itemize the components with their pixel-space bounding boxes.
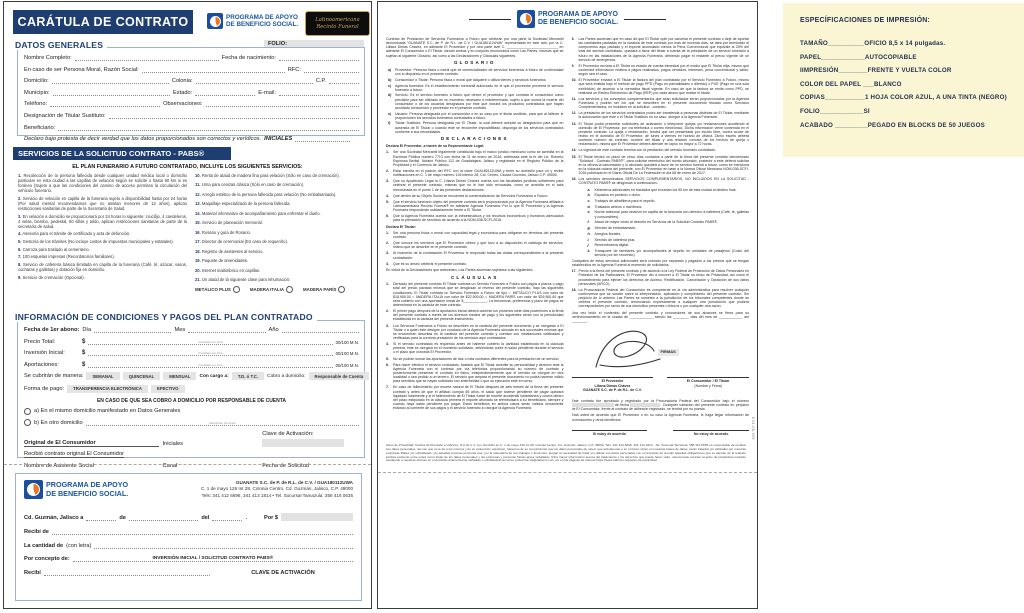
cantidad-letra-caption: Cantidad con letra <box>198 339 223 344</box>
coffin-option: METÁLICO PLUS <box>195 286 240 293</box>
clausula-item: 2. El primer pago después de la aportación inicial deberá cubrirse los próximos siete días posteriores a la firma del presente contrato a través de los diversos medios de pago y los siguientes serán con la periodicidad establecida en la carátula del presente instrumento. <box>386 309 564 322</box>
clave-activacion-label: CLAVE DE ACTIVACIÓN <box>251 570 315 577</box>
mes-line[interactable] <box>188 326 265 333</box>
brand-pabs-receipt <box>24 480 128 499</box>
glosario-item: f) Titular Sustituto: Persona designada por El Titular, la cual deberá aceptar su designación para que en ausencia de El Titular o cuando éste se encuentre imposibilitado, disponga de los servicios contratados conforme a sus necesidades. <box>388 121 564 134</box>
coffin-radio[interactable] <box>338 286 345 293</box>
declaracion-item: 6. Que la Agencia Funeraria cuenta con la infraestructura y los recursos económicos y humanos adecuados para la prestación de servicios de acuerdo a la NOM-036-SCFI-2016. <box>386 214 564 223</box>
label-aportaciones: Aportaciones: <box>24 361 59 368</box>
label-clave: Clave de Activación: <box>262 430 314 437</box>
after16-text: Cualquiera de estos servicios adicionales será cobrado por separado y pagados a los precios que se tengan establecidos en la Agencia Funeral al momento de solicitarlos. <box>571 258 749 267</box>
label-cantidad-de: La cantidad de <box>24 543 64 550</box>
clausula-item: 4. Si el servicio contratado es requerido antes de haberse cubierto la cantidad establecida en la cláusula primera, éste se otorgará en el momento solicitado, debiéndose cubrir el saldo pendiente durante el servicio o el plazo que conceda El Proveedor. <box>386 342 564 355</box>
privacy-notice: Aviso de Privacidad: Cultura de Previsión en México, S.A de C.V. con domicilio en C. 1 de mayo 126 Int 28, Colonia Centro, Cd. Guzmán, Jalisco, C.P. 49000, Tels: 341 412 6696, 341 413 1814 - Tel. Sucursal Tamazula: 358 416 0635 es responsable de recabar sus datos personales, del uso que se le dé a los mismos y de su protección; asimismo, hacemos de su conocimiento que los datos personales de usted, que actualmente o en el futuro obren en nuestras bases de datos, serán tratados y/o utilizados por nuestras empresas filiales y/o subsidiarias, y/o aquellas terceras personas que, por la naturaleza de sus trabajos o funciones, tengan la necesidad de tratar y/o utilizar sus datos personales con el propósito de cumplir aquellas obligaciones que se derivan de la relación jurídica existente entre usted como titular de los datos personales y las empresas y personas físicas antes señaladas. Para mayor información acerca del tratamiento y los derechos que puede hacer valer, usted puede acceder al aviso de privacidad completo acudiendo a nuestras oficinas en el domicilio anteriormente señalado o solicitándolo al correo proteccion.dp@pabsmx.com y/o en las páginas de internet https://www.pabsmx.org/aviso de privacidad <box>386 444 746 463</box>
declaracion-item: 1. Ser una Sociedad Mercantil legalmente constituida bajo el marco jurídico mexicano como se acredita en la Escritura Pública número 7713 con fecha de 11 de enero de 2018, celebrada ante la fe del Lic. Roberto Espinosa Bedial, Notario Público 112 de Guadalajara, Jalisco y registrada en el Registro Público de la Propiedad y el Comercio de Jalisco. <box>386 150 564 167</box>
payment-chip[interactable]: EFECTIVO <box>151 385 185 393</box>
clausulas-heading: CLÁUSULAS <box>450 274 499 280</box>
cantidad-line[interactable] <box>94 542 353 549</box>
label-por: Por $ <box>264 515 278 522</box>
label-ciudad: Cd. Guzmán, Jalisco a <box>24 515 84 522</box>
service-item: 3. En velación a domicilio se proporcionará por 24 horas lo siguiente: crucifijo, 4 candeleros, 4 velas, biombo, pedestal, 50 sillas y toldo, aplican restricciones sanitarias de parte de la secretaría de salud. <box>18 213 187 229</box>
inversion-line[interactable] <box>88 349 332 356</box>
brand-text: PROGRAMA DE APOYO DE BENEFICIO SOCIAL. <box>537 11 619 26</box>
label-cubriran: Se cubrirán de manera: <box>24 373 84 380</box>
recibi-de-line[interactable] <box>52 528 353 535</box>
clausula-item: 15. El Titular tendrá un plazo de cinco días contados a partir de la firma del presente contrato denominado "Solicitud - Contrato PABS®", para solicitar reembolso del monto abonado, posterior a este deberá solicitar en la oficina la cancelación y lo abonado quedará a favor de un servicio funeral a futuro, como se menciona en la cláusula octava del presente, con El Proveedor en base a la Norma Oficial Mexicana NOM-036-SCFI-2016 publicada en el Diario Oficial De La Federación el día 06 de enero de 2017. <box>571 154 749 176</box>
coffin-options <box>195 286 364 293</box>
cp-line[interactable] <box>329 77 359 84</box>
clausula-item: 18. La Procuraduría Federal del Consumidor es competente en la vía administrativa para resolver cualquier controversia que se suscite sobre la interpretación, aplicación y cumplimiento del presente contrato. Sin perjuicio de lo anterior Las Partes se someten a la jurisdicción de los tribunales competentes donde se celebra el presente contrato, renunciando expresamente a cualquier otra jurisdicción que pudiera corresponderles por razón de sus domicilios presentes o futuros o por cualquier otra razón. <box>571 287 749 309</box>
clave-activacion-box[interactable] <box>262 439 344 447</box>
label-telefono: Teléfono: <box>24 101 48 108</box>
option-b-label: b) En otro domicilio <box>34 419 83 426</box>
mn-label: 00/100 M.N. <box>335 351 359 357</box>
pabs-logo-icon <box>24 480 43 499</box>
declaracion-item: 5. Que el servicio funerario objeto del presente contrato será proporcionado por la Agencia Funeraria afiliada a Latinoamericana Recinto Funeral® en adelante Agencia Funeraria. Por lo que El Proveedor y la Agencia Funeraria responderán solidariamente frente a El Titular. <box>386 199 564 213</box>
print-specs-panel <box>783 3 1024 157</box>
label-cobro-domicilio: Cobro a domicilio: <box>267 373 306 379</box>
clausula-item: 16. Los servicios denominados SERVICIOS COMPLEMENTARIOS, NO INCLUIDOS EN LA SOLICITUD - CONTRATO PABS® se desglosan a continuación: <box>571 177 749 186</box>
clausula-item: 8. Las Partes acuerdan que en caso de que El Titular opte por cancelar el presente contrato o deje de aportar las cantidades pactadas en la carátula de este contrato por más de noventa días, se dará por terminado el compromiso aquí pactado y el importe acumulado menos la Pena Convencional que equivale al 20% del total del servicio contratado, quedará a favor del titular a cuenta de la prestación de un servicio funerario a futuro en las instalaciones de la Agencia Funeraria, debiendo pagar el restante al precio vigente de un servicio de emergencia. <box>571 37 749 62</box>
rfc-line[interactable] <box>304 66 359 73</box>
service-item: 8. Servicio de cafetería básica ilimitada en capilla de la funeraria (Café, té, azúcar, vasos, cucharas y galletas) y dotación fija en domicilio. <box>18 262 187 273</box>
glosario-item: c) Agencia funeraria: Es el establecimiento mercantil autorizado en el que el proveedor proveerá el servicio funerario a futuro. <box>388 83 564 92</box>
service-item: 9. Servicio de cremación (Opcional). <box>18 274 85 280</box>
glosario-item: a) Proveedor: Persona física o moral que es comercializador de servicios funerarios a futuro de conformidad con lo dispuesto en el presente contrato. <box>388 67 564 77</box>
pabs-logo-icon <box>207 13 223 29</box>
header-rule-left <box>469 19 511 20</box>
telefono-line[interactable] <box>50 100 160 107</box>
service-item: 19. Paquete de amenidades. <box>195 258 248 264</box>
servicios-col-right <box>195 173 364 311</box>
tear-line <box>4 464 371 465</box>
spec-row: IIMPRESIÓN________FRENTE Y VUELTA COLOR <box>800 67 952 75</box>
label-municipio: Municipio: <box>24 89 50 96</box>
servicios-heading: SERVICIOS DE LA SOLICITUD CONTRATO - PABS® <box>13 147 231 160</box>
pagos-heading: INFORMACIÓN DE CONDICIONES Y PAGOS DEL PLAN CONTRATADO <box>15 312 317 322</box>
municipio-line[interactable] <box>53 89 170 96</box>
peso-sign: $ <box>82 350 86 357</box>
label-observaciones: Observaciones: <box>163 101 203 108</box>
service-item: 15. Servicio de planeación memorial. <box>195 220 263 226</box>
manifestar-caption: Manifestar domicilio <box>209 421 236 426</box>
declaracion-item: 3. Que su Apoderado Legal la C. Liliana Dimas Chávez cuenta con las facultades jurídicas suficientes para celebrar el presente contrato, mismas que no le han sido revocadas, como se acredita en el acta mencionada en el punto 1 de las presentes declaraciones. <box>386 179 564 192</box>
spec-row: COLOR DEL PAPEL ___BLANCO <box>800 80 902 88</box>
titular-sustituto-line[interactable] <box>109 112 359 119</box>
service-item: 18. Registro de asistentes al servicio. <box>195 248 264 254</box>
contract-intro: Contrato de Prestación de Servicios Funerarios a Futuro que celebran por una parte la Sociedad Mercantil denominada "GUANATE S.C. de P. de R.L. de C.V. / GUA180112UWA" representada en este acto por la C. Liliana Dimas Chávez, en adelante El Proveedor y por otra parte la/el C. __________________________ en adelante El Consumidor o El Titular, siendo ambos y en conjunto reconocidos como Las Partes, mismos que se sujetan al siguiente Glosario, así como a las Declaraciones y Cláusulas siguientes. <box>386 37 564 58</box>
servicio-complementario-item: a. Kilómetros adicionales en traslados que excedan los 50 km de esta ciudad al destino final. <box>587 187 737 192</box>
service-item: 6. Carroza para traslado al cementerio. <box>18 246 90 252</box>
clave-activacion-wrap <box>262 431 359 447</box>
mes-recibo-line[interactable] <box>129 514 198 521</box>
frequency-chip[interactable]: SEMANAL <box>86 372 119 380</box>
payment-chip[interactable]: TRANSFERENCIA ELECTRÓNICA <box>67 385 148 393</box>
clausula-item: 14. La vigencia de este contrato termina con la prestación del servicio funerario contratado. <box>571 148 716 153</box>
label-rfc: RFC: <box>287 66 301 73</box>
datos-generales-heading: DATOS GENERALES <box>15 40 107 50</box>
frequency-chip[interactable]: QUINCENAL <box>123 372 161 380</box>
service-item: 12. Arreglo estético de la persona fallecida para velación (No embalsamado). <box>195 191 337 197</box>
clausula-item: 10. El Proveedor enviará a El Titular la factura del plan contratado por el Servicio Funerario a Futuro, mismo que será emitida bajo el método de pago PPD (Pago en parcialidades o diferido) o PUE (Pago en una sola exhibición) de acuerdo a la normativa fiscal vigente. En caso de que la factura se emita como PPD, se realizará un Recibo Electrónico de Pago (REP) por cada abono que realice el titular. <box>571 78 749 95</box>
recibi-line[interactable] <box>44 569 210 576</box>
monto-box[interactable] <box>281 513 353 521</box>
label-mes: Mes <box>174 327 186 333</box>
clausula-item: 17. Previo a la firma del presente contrato y de acuerdo a la Ley Federal de Protección de Datos Personales en Posesión de los Particulares, El Proveedor dio a conocer a El Titular su Aviso de Privacidad, así como el procedimiento para ejercer los derechos de Acceso, Rectificación, Cancelación y Oposición de sus datos personales (ARCO). <box>571 269 749 286</box>
anio-line[interactable] <box>282 326 359 333</box>
clausula-item: 7. En caso de fallecimiento por muerte natural de El Titular después de seis meses de la firma del presente contrato y antes de que el afiliado cumpla 65 años, el saldo que tuviese pendiente de pagar quedará liquidado totalmente y si el fallecimiento de El Titular fuese de muerte accidental instantánea y ocurra dentro del plazo estipulado en la cláusula primera el importe abonado se reembolsará a su beneficiario, siempre y cuando haya saldo pendiente por pagar. Estos beneficios en ambos casos serán válidos únicamente estando al corriente de sus pagos y el servicio funerario lo otorgue la Agencia Funeraria. <box>386 385 564 411</box>
spec-row: ACABADO _________PEGADO EN BLOCKS DE 50 JUEGOS <box>800 121 985 129</box>
folio-box[interactable]: FOLIO: <box>264 40 364 52</box>
declaracion-item: 4. Que dentro de su Objeto Social se encuentra la comercialización de Servicios Funerarios a Futuro. <box>386 193 549 198</box>
servicios-col-left <box>18 173 187 311</box>
glosario-item: b) Consumidor o Titular: Persona física o moral que adquiere o utiliza bienes y servicios funerarios. <box>388 77 547 82</box>
latinoamericana-badge: Latinoamericana Recinto Funeral <box>305 11 370 36</box>
label-colonia: Colonia: <box>171 78 193 85</box>
dia-recibo-line[interactable] <box>86 514 116 521</box>
responsable-chip[interactable]: Responsable de Cuenta <box>309 372 370 380</box>
declaraciones-heading: DECLARACIONES <box>440 136 509 142</box>
servicio-complementario-item: c. Trabajos de albañilería para el sepelio. <box>587 198 656 203</box>
td-tc-chip[interactable]: T.D. ó T.C. <box>232 372 264 380</box>
fecha-nacimiento-line[interactable] <box>279 54 359 61</box>
label-recibi: Recibí <box>24 570 41 577</box>
company-address: GUANATE S.C. de P. de R.L. de C.V. / GUA180112UWA C. 1 de mayo 126 Int 28, Colonia Centro, Cd. Guzmán, Jalisco, C.P. 49000 Tels: 341 412 6696, 341 413 1814 • Tel. Sucursal Tamazula: 358 416 0635 <box>200 480 353 498</box>
cantidad-letra-caption: Cantidad con letra <box>198 351 223 356</box>
original-consumidor: Original de El Consumidor <box>24 440 159 447</box>
label-forma-pago: Forma de pago: <box>24 385 65 392</box>
pagos-box <box>17 320 365 469</box>
declara-proveedor: Declara El Proveedor, a través de su Representante Legal: <box>386 144 485 149</box>
promo-text: Está usted de acuerdo que El Proveedor o en su caso la Agencia Funeraria, le haga llegar información de promociones y otros beneficios. <box>571 413 749 422</box>
concepto-line: INVERSIÓN INICIAL / SOLICITUD CONTRATO PABS® <box>73 556 353 562</box>
header-rule-right <box>624 19 666 20</box>
specs-heading: ESPECÍFICACIONES DE IMPRESIÓN: <box>800 17 931 24</box>
label-recibi-de: Recibí de <box>24 529 49 536</box>
label-iniciales-pg: Iniciales <box>162 440 184 447</box>
servicio-complementario-item: f. Ataúd de mayor costo al descrito en Servicios de la Solicitud Contrato PABS®. <box>587 220 718 225</box>
consumidor-signature[interactable]: El Consumidor / El Titular (Nombre y Firma) <box>667 377 749 393</box>
label-dia: Día <box>82 327 92 333</box>
colonia-line[interactable] <box>196 77 313 84</box>
servicio-complementario-item: h. Arreglos florales. <box>587 231 622 236</box>
service-item: 10. Renta de ataúd de madera fina para velación (Sólo en caso de cremación). <box>195 173 340 178</box>
proveedor-signature[interactable]: El Proveedor Liliana Dimas Chávez GUANATE S.C. de P. de R.L. de C.V. <box>572 377 654 393</box>
page-contrato <box>377 1 758 609</box>
tear-line <box>378 472 757 473</box>
servicios-list <box>18 173 364 311</box>
glosario-item: d) Servicio: Es el servicio funerario a futuro que ofrece el proveedor y que contrata el consumidor como previsión para ser utilizado en un momento necesario e indeterminado, sujeto a que ocurra la muerte del consumidor o de los usuarios designados por éste que incluirá los productos contratados que hayan acordado consumidor y proveedor en el presente contrato. <box>388 93 564 110</box>
label-cp: C.P. <box>315 78 327 85</box>
canal-field: Canal <box>162 463 259 484</box>
spec-row: PAPEL____________AUTOCOPIABLE <box>800 53 917 61</box>
service-item: 20. Internet inalámbrico en capillas. <box>195 267 261 273</box>
clausula-item: 1. Derivado del presente contrato El Titular contrata un Servicio Funerario a Futuro con pagos a plazos o pago total del precio pactado mismos que se desglosan al reverso del presente contrato, bajo las siguientes condiciones: El Titular contrata un Servicio Funerario a Futuro de tipo ○ METÁLICO PLUS con valor de $18,900.00 ○ MADERA ITALIA con valor de $22,900.00 ○ MADERA PARÍS con valor de $29,900.00 que será cubierto con una aportación inicial de $____________. La frecuencia, preferencia y plazo de pagos se determinará en la carátula de este contrato. <box>386 282 564 307</box>
service-item: 17. Director de ceremonial (En caso de requerirlo). <box>195 239 288 245</box>
label-iniciales: INICIALES <box>264 136 293 143</box>
email-line[interactable] <box>279 89 359 96</box>
asistente-field: Nombre de Asistente Social <box>24 463 159 484</box>
dia-line[interactable] <box>94 326 171 333</box>
agree-no[interactable]: No estoy de acuerdo <box>673 430 749 437</box>
label-inversion: Inversión Inicial: <box>24 350 65 357</box>
declaracion-text: Declaro bajo protesta de decir verdad que los datos proporcionados son correctos y verídicos. <box>24 136 262 143</box>
service-item: 13. Maquillaje especializado de la persona fallecida. <box>195 201 291 207</box>
mn-label: 00/100 M.N. <box>335 362 359 368</box>
label-concepto: Por concepto de: <box>24 556 70 563</box>
firmas-label: FIRMAS <box>658 349 679 356</box>
page-caratula <box>3 1 372 609</box>
label-fecha-abono: Fecha de 1er abono: <box>24 327 80 333</box>
nombre-line[interactable] <box>75 54 219 61</box>
service-item: 5. Gestoría de los trámites (No incluye costos de impuestos municipales y estatales). <box>18 239 174 245</box>
coffin-radio[interactable] <box>233 286 240 293</box>
label-con-cargo: Con cargo a: <box>199 373 229 379</box>
coffin-option: MADERA PARÍS <box>303 286 345 293</box>
clausula-item: 13. El Titular podrá presentar solicitudes de aclaración o interponer quejas y/o reclamaciones acudiendo al domicilio de El Proveedor, por vía telefónica o correo electrónico. Dicha información viene contenida en el presente contrato. La queja o reclamación, tendrá que ser presentada por escrito libre, contra acuse de recibo en el domicilio de El Proveedor, de lunes a viernes en horario de oficina. Dicho escrito deberá contener número de contrato, nombre del titular y una relación concisa de los hechos de queja o reclamación, misma que El Proveedor deberá atender en lapso no mayor a 72 horas. <box>571 121 749 147</box>
service-item: 7. 100 esquelas impresas (Recordatorios familiares). <box>18 254 115 260</box>
servicio-complementario-item: i. Servicio de cafetería plus. <box>587 237 636 242</box>
declaracion-item: 2. Que conoce los servicios que El Proveedor ofrece y que tuvo a su disposición el catálogo de servicios, mismo que se describe en el presente contrato. <box>386 241 564 250</box>
label-titular-sustituto: Designación de Titular Sustituto: <box>24 112 106 119</box>
spec-row: COPIAS___________1 HOJA COLOR AZUL, A UNA TINTA (NEGRO) <box>800 94 1007 102</box>
fecha-solicitud-field: Fecha de Solicitud <box>262 463 359 484</box>
service-item: 11. Urna para cenizas clásica (Sólo en caso de cremación). <box>195 182 305 188</box>
coffin-radio[interactable] <box>286 286 293 293</box>
datos-generales-box <box>17 47 365 143</box>
service-item: 4. Asesoría para el trámite de certificado y acta de defunción. <box>18 231 131 237</box>
beneficiario-line[interactable] <box>58 124 359 131</box>
glosario-item: e) Usuario: Persona designada por el consumidor o en su caso por el titular sustituto, para que al fallecer le proporcionen los servicios funerarios contratados a futuro. <box>388 111 564 120</box>
brand-text: PROGRAMA DE APOYO DE BENEFICIO SOCIAL. <box>46 480 129 498</box>
cantidad-letra-caption: Cantidad con letra <box>198 362 223 367</box>
clausula-item: 11. Los servicios y los conceptos complementarios que sean solicitados serán proporcionados por la Agencia Funeraria y podrán ser los que se describen en el presente documento titulado como Servicios Complementarios, no incluidos en la solicitud - contrato. <box>571 96 749 110</box>
otro-domicilio-line[interactable] <box>86 419 359 426</box>
service-item: 1. Recolección de la persona fallecida desde cualquier unidad médica local o domicilio particular en esta ciudad a las capillas de velación según se solicite o hasta 50 km si es foráneo (Sujeto a que las condiciones del camino de acceso permitan la circulación del vehículo funerario. <box>18 173 187 194</box>
approval-text: Este contrato fue aprobado y registrado por la Procuraduría Federal del Consumidor bajo el número de fecha . Cualquier variación del presente contrato en perjuicio de El Consumidor, frente al contrato de adhesión registrado, se tendrá por no puesta. <box>571 398 749 412</box>
servicio-complementario-item: g. Servicio de embalsamado. <box>587 226 637 231</box>
aportaciones-line[interactable] <box>88 361 332 368</box>
label-anio: Año <box>268 327 279 333</box>
recibo-box: PROGRAMA DE APOYO DE BENEFICIO SOCIAL. GUANATE S.C. de P. de R.L. de C.V. / GUA180112UWA C. 1 de mayo 126 Int 28, Colonia Centro, Cd. Guzmán, Jalisco, C.P. 49000 Tels: 341 412 6696, 341 413 1814 • Tel. Sucursal Tamazula: 358 416 0635 Cd. Guzmán, Jalisco a de del . Por $ Recibí de La cantidad de (con letra) Por concepto de: INVERSIÓN INICIAL / SOLICITUD CONTRATO PABS® Recibí CLAVE DE ACTIVACIÓN <box>15 473 362 601</box>
servicio-complementario-item: b. Espacios en panteón o nicho. <box>587 193 642 198</box>
spec-row: TAMAÑO__________OFICIO 8,5 x 14 pulgadas. <box>800 40 946 47</box>
declaracion-item: 3. Al momento de la contratación El Proveedor le respondió todas las dudas correspondientes a la presente contratación. <box>386 251 564 260</box>
declara-titular: Declara El Titular: <box>386 224 417 229</box>
peso-sign: $ <box>82 361 86 368</box>
label-domicilio: Domicilio: <box>24 78 49 85</box>
anio-recibo-line[interactable] <box>212 514 242 521</box>
agree-yes[interactable]: Sí estoy de acuerdo <box>572 430 648 437</box>
brand-pabs-p2 <box>517 10 618 28</box>
option-a-radio[interactable] <box>24 408 31 415</box>
bridge-text: En virtud de la Declaraciones que anteceden, Las Partes acuerdan sujetarse a las siguientes: <box>386 267 534 272</box>
pabs-logo-icon <box>517 10 535 28</box>
domicilio-line[interactable] <box>52 77 169 84</box>
glosario-heading: GLOSARIO <box>453 60 496 66</box>
spec-row: FOLIO____________SI <box>800 107 870 115</box>
service-item: 16. Rosario y guía de Rosario. <box>195 229 251 235</box>
service-item: 2. Servicio de velación en capilla de la funeraria sujeto a disponibilidad hasta por 24 horas (Por salud mental recomendamos que no asistan menores de 12 años), aplican restricciones sanitarias de parte de la Secretaría de Salud. <box>18 195 187 211</box>
clausula-item: 3. Los Servicios Funerarios a Futuro se describen en la carátula del presente documento y se otorgarán a El Titular o a quien éste designe por conducto de la Agencia Funeraria ubicada en sus sucursales mismas que se encuentran descritas en la carátula del presente contrato y cuentan con instalaciones calificadas y verificadas para la correcta prestación de los servicios aquí contratados. <box>386 323 564 340</box>
service-item: 21. Un ataúd de la siguiente clase para inhumación: <box>195 276 291 282</box>
contract-col-right <box>572 37 750 441</box>
clausula-item: 12. La prestación de los servicios contratados podrá ser transferida a personas distintas de El Titular, mediante la autorización que éste o el Titular Sustituto en su caso, otorgue a la Agencia Funeraria. <box>571 111 749 120</box>
sign-line: Una vez leído el contenido del presente contrato y conocedores de sus alcances se firma para su perfeccionamiento en la ciudad de ____________ siendo las ________ días del mes de ____________ del ________. <box>571 310 749 323</box>
option-b-radio[interactable] <box>24 419 31 426</box>
clausula-item: 5. No se podrán sumar las aportaciones de dos o más contratos diferentes para la prestación de un servicio. <box>386 356 560 361</box>
declaracion-item: 4. Que es su deseo celebrar el presente contrato. <box>386 261 467 266</box>
form-code: C02-06-005 <box>751 417 755 440</box>
service-item: 14. Material informativo de acompañamiento para enfrentar el duelo. <box>195 210 321 216</box>
clausula-item: 6. Para hacer efectivo el servicio contratado, bastará que El Titular acredite su personalidad y derecho ante la Agencia Funeraria con el contrato por vía telefónica proporcionando su número de contrato y posteriormente presentar el contrato en físico, independientemente que el servicio se otorgue en otra localidad o sea pedido a un tercero. El servicio que ampara el presente documento no podrá hacerse válido para servicios que se hayan solicitado con anterioridad o que su ejecución esté en curso. <box>386 362 564 384</box>
iniciales-line[interactable] <box>295 135 350 142</box>
servicio-complementario-item: j. Remembranza digital. <box>587 243 629 248</box>
estado-line[interactable] <box>195 89 255 96</box>
mn-label: 00/100 M.N. <box>335 339 359 345</box>
label-fecha-nacimiento: Fecha de nacimiento: <box>221 55 276 61</box>
label-email: E-mail: <box>258 89 276 96</box>
signature-zone <box>572 325 750 375</box>
precio-total-line[interactable] <box>88 338 332 345</box>
label-beneficiario: Beneficiario: <box>24 124 56 131</box>
recibio-contrato: Recibió contrato original El Consumidor <box>24 451 124 458</box>
razon-social-line[interactable] <box>142 66 285 73</box>
servicio-complementario-item: k. Transporte de familiares y/o acompañantes al sepelio en unidades de pasajeros (Costo del servicio por km recorrido). <box>587 248 749 258</box>
label-estado: Estado: <box>173 89 193 96</box>
label-precio-total: Precio Total: <box>24 338 56 345</box>
clausula-item: 9. El Proveedor enviará a El Titular un estado de cuenta trimestral por el medio que El Titular elija, mismo que contendrá información relativa a pagos realizados, pagos vencidos, intereses, pena convencional y saldo, según sea el caso. <box>571 63 749 77</box>
declaracion-item: 1. Ser una persona física o moral con capacidad legal y económica para obligarse en términos del presente contrato. <box>386 230 564 240</box>
servicios-subtitle: EL PLAN FUNERARIO A FUTURO CONTRATADO, INCLUYE LOS SIGUIENTES SERVICIOS: <box>72 164 303 170</box>
contract-col-left <box>386 37 564 441</box>
servicio-complementario-item: d. Traslados aéreos o marítimos. <box>587 204 643 209</box>
brand-text: PROGRAMA DE APOYO DE BENEFICIO SOCIAL. <box>226 13 299 28</box>
option-a-label: a) En el mismo domicilio manifestado en Datos Generales <box>34 408 181 415</box>
label-nombre: Nombre Completo: <box>24 55 72 61</box>
frequency-chip[interactable]: MENSUAL <box>163 372 196 380</box>
observaciones-line[interactable] <box>206 100 359 107</box>
brand-pabs <box>207 13 298 29</box>
declaracion-item: 2. Estar inscrita en el padrón del RFC con la clave GUA180112UWA y tener su domicilio para oír y recibir notificaciones en C. 1 de mayo número 126 interior 28, Col. Centro, Ciudad Guzmán, Jalisco C.P. 49000. <box>386 169 564 178</box>
servicio-complementario-item: e. Noche adicional para velación en capilla de la funeraria con derecho a cafetería (Café, té, galletas y consumibles). <box>587 210 749 219</box>
label-persona-moral: En caso de ser Persona Moral, Razón Social: <box>24 66 139 73</box>
coffin-option: MADERA ITALIA <box>250 286 293 293</box>
peso-sign: $ <box>82 338 86 345</box>
cobro-domicilio-note: EN CASO DE QUE SEA COBRO A DOMICILIO POR RESPONSABLE DE CUENTA <box>96 397 287 404</box>
contract-body <box>386 37 749 441</box>
page-title: CARÁTULA DE CONTRATO <box>13 10 193 34</box>
